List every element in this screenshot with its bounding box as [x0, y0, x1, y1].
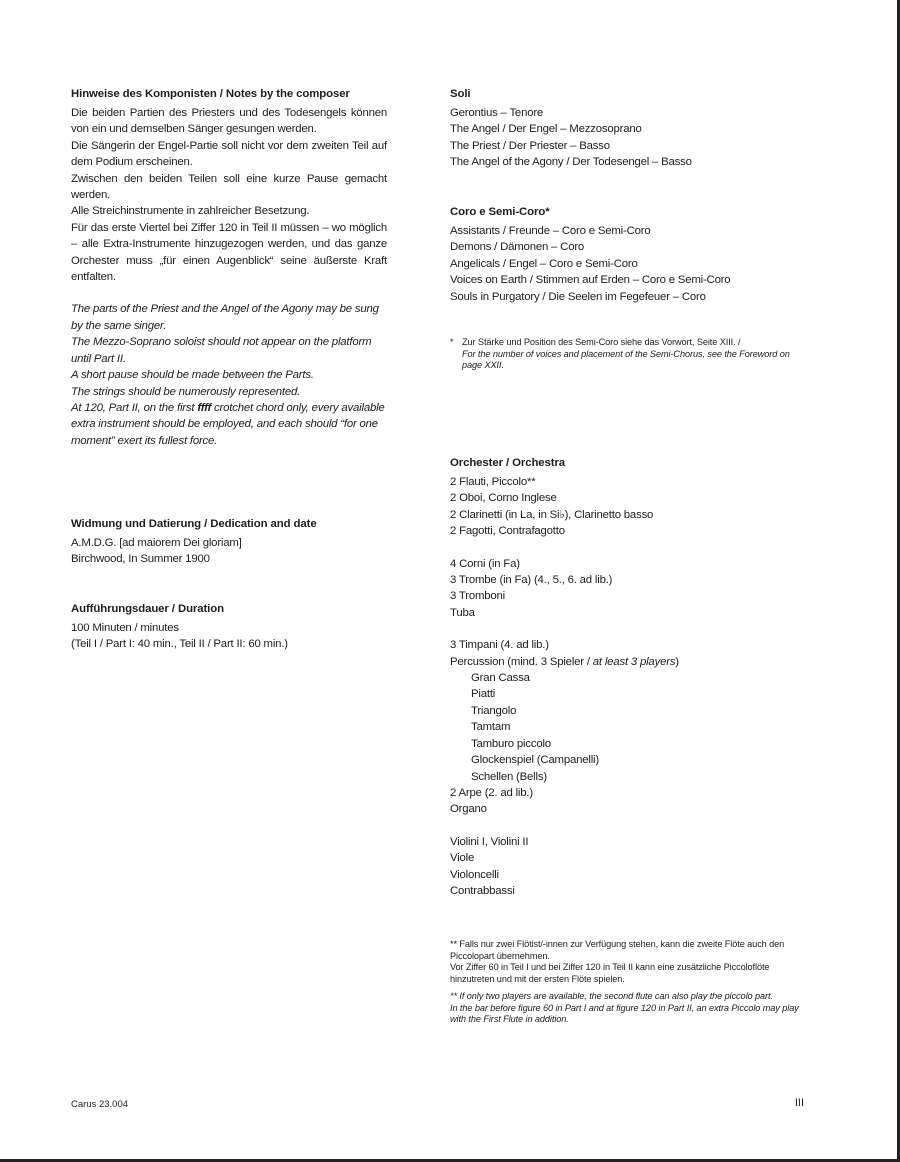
- woodwind-item: 2 Fagotti, Contrafagotto: [450, 525, 565, 538]
- composer-notes-english: [71, 301, 387, 449]
- orch-footnote-de-1: ** Falls nur zwei Flötist/-innen zur Verfügung stehen, kann die zweite Flöte auch den Piccolopart übernehmen.: [450, 939, 785, 961]
- percussion-label-close: ): [675, 655, 679, 668]
- dynamic-ffff: ffff: [197, 401, 212, 414]
- percussion-item: Piatti: [471, 688, 496, 701]
- note-de-5: Für das erste Viertel bei Ziffer 120 in Teil II müssen – wo möglich – alle Extra-Instrumente hinzugezogen werden, und das ganze Orchester muss „für einen Augenblick“ seine äußerste Kraft entfalten.: [71, 221, 387, 284]
- duration-heading: Aufführungsdauer / Duration: [71, 603, 224, 615]
- coro-heading: Coro e Semi-Coro*: [450, 206, 550, 218]
- soli-heading: Soli: [450, 88, 471, 100]
- coro-item: Demons / Dämonen – Coro: [450, 241, 585, 254]
- orch-footnote-en-2: In the bar before figure 60 in Part I and at figure 120 in Part II, an extra Piccolo may play with the First Flute in addition.: [450, 1002, 799, 1024]
- composer-notes-german: [71, 105, 387, 285]
- composer-notes-heading: Hinweise des Komponisten / Notes by the composer: [71, 88, 350, 100]
- note-en-5-start: At 120, Part II, on the first: [71, 401, 198, 414]
- duration-section: [71, 603, 387, 653]
- coro-item: Angelicals / Engel – Coro e Semi-Coro: [450, 257, 638, 270]
- coro-item: Souls in Purgatory / Die Seelen im Fegefeuer – Coro: [450, 290, 706, 303]
- strings-item: Violoncelli: [450, 868, 499, 881]
- coro-item: Assistants / Freunde – Coro e Semi-Coro: [450, 225, 651, 237]
- note-en-4: The strings should be numerously represented.: [71, 385, 301, 398]
- soli-list: [450, 105, 810, 171]
- soli-item: The Priest / Der Priester – Basso: [450, 139, 610, 152]
- duration-body: [71, 620, 387, 653]
- soli-section: [450, 88, 810, 171]
- strings-item: Contrabbassi: [450, 884, 515, 897]
- duration-line-1: 100 Minuten / minutes: [71, 622, 179, 634]
- strings-item: Viole: [450, 852, 475, 865]
- percussion-label: [450, 654, 810, 670]
- percussion-item: Gran Cassa: [471, 672, 530, 685]
- percussion-item: Tamburo piccolo: [471, 737, 551, 750]
- timpani-item: 3 Timpani (4. ad lib.): [450, 639, 549, 652]
- soli-item: The Angel / Der Engel – Mezzosoprano: [450, 123, 642, 136]
- dedication-line-1: A.M.D.G. [ad maiorem Dei gloriam]: [71, 537, 242, 549]
- orchestra-footnote: [450, 939, 802, 1026]
- orchestra-section: [450, 457, 810, 899]
- woodwind-item: 2 Clarinetti (in La, in Si♭), Clarinetto basso: [450, 508, 654, 521]
- catalog-number: Carus 23.004: [71, 1099, 129, 1110]
- note-en-5-end: crotchet chord only, every available extra instrument should be employed, and each should “for one moment” exert its fullest force.: [71, 401, 385, 447]
- coro-footnote-de: Zur Stärke und Position des Semi-Coro siehe das Vorwort, Seite XIII. /: [462, 337, 741, 347]
- brass-item: 3 Trombe (in Fa) (4., 5., 6. ad lib.): [450, 574, 613, 587]
- woodwind-item: 2 Oboi, Corno Inglese: [450, 492, 557, 505]
- percussion-item: Triangolo: [471, 704, 517, 717]
- percussion-item: Schellen (Bells): [471, 770, 547, 783]
- page-number: III: [794, 1097, 804, 1109]
- percussion-label-de: Percussion (mind. 3 Spieler /: [450, 655, 593, 668]
- coro-list: [450, 223, 810, 305]
- note-en-1: The parts of the Priest and the Angel of the Agony may be sung by the same singer.: [71, 303, 379, 332]
- note-de-2: Die Sängerin der Engel-Partie soll nicht vor dem zweiten Teil auf dem Podium erscheinen.: [71, 139, 387, 169]
- percussion-label-en: at least 3 players: [592, 655, 676, 668]
- brass-item: Tuba: [450, 606, 475, 619]
- percussion-item: Tamtam: [471, 721, 511, 734]
- dedication-line-2: Birchwood, In Summer 1900: [71, 553, 210, 566]
- note-de-4: Alle Streichinstrumente in zahlreicher Besetzung.: [71, 205, 310, 218]
- percussion-item: Glockenspiel (Campanelli): [471, 754, 599, 767]
- soli-item: Gerontius – Tenore: [450, 107, 544, 119]
- footnote-asterisk: *: [450, 337, 454, 347]
- coro-footnote: [450, 337, 802, 372]
- coro-footnote-en: For the number of voices and placement of the Semi-Chorus, see the Foreword on page XXII.: [462, 348, 790, 370]
- note-de-1: Die beiden Partien des Priesters und des Todesengels können von ein und demselben Sänger gesungen werden.: [71, 107, 387, 136]
- note-en-2: The Mezzo-Soprano soloist should not appear on the platform until Part II.: [71, 336, 372, 365]
- brass-item: 3 Tromboni: [450, 590, 505, 603]
- orch-footnote-en-1: ** If only two players are available, the second flute can also play the piccolo part.: [450, 991, 773, 1001]
- brass-item: 4 Corni (in Fa): [450, 557, 520, 570]
- note-de-3: Zwischen den beiden Teilen soll eine kurze Pause gemacht werden.: [71, 172, 387, 202]
- orch-footnote-de-2: Vor Ziffer 60 in Teil I und bei Ziffer 120 in Teil II kann eine zusätzliche Piccoloflöte hinzutreten und mit der ersten Flöte spielen.: [450, 962, 770, 984]
- orchestra-list: [450, 474, 810, 899]
- strings-item: Violini I, Violini II: [450, 835, 529, 848]
- composer-notes-section: [71, 88, 387, 449]
- duration-line-2: (Teil I / Part I: 40 min., Teil II / Part II: 60 min.): [71, 638, 288, 651]
- organ-item: Organo: [450, 803, 487, 816]
- harp-item: 2 Arpe (2. ad lib.): [450, 786, 533, 799]
- coro-item: Voices on Earth / Stimmen auf Erden – Coro e Semi-Coro: [450, 274, 731, 287]
- note-en-3: A short pause should be made between the Parts.: [71, 369, 314, 382]
- soli-item: The Angel of the Agony / Der Todesengel – Basso: [450, 156, 692, 169]
- dedication-section: [71, 518, 387, 568]
- orchestra-heading: Orchester / Orchestra: [450, 457, 566, 469]
- woodwind-item: 2 Flauti, Piccolo**: [450, 476, 536, 488]
- coro-section: [450, 206, 810, 305]
- dedication-body: [71, 535, 387, 568]
- note-en-5: [71, 400, 387, 449]
- dedication-heading: Widmung und Datierung / Dedication and date: [71, 518, 317, 530]
